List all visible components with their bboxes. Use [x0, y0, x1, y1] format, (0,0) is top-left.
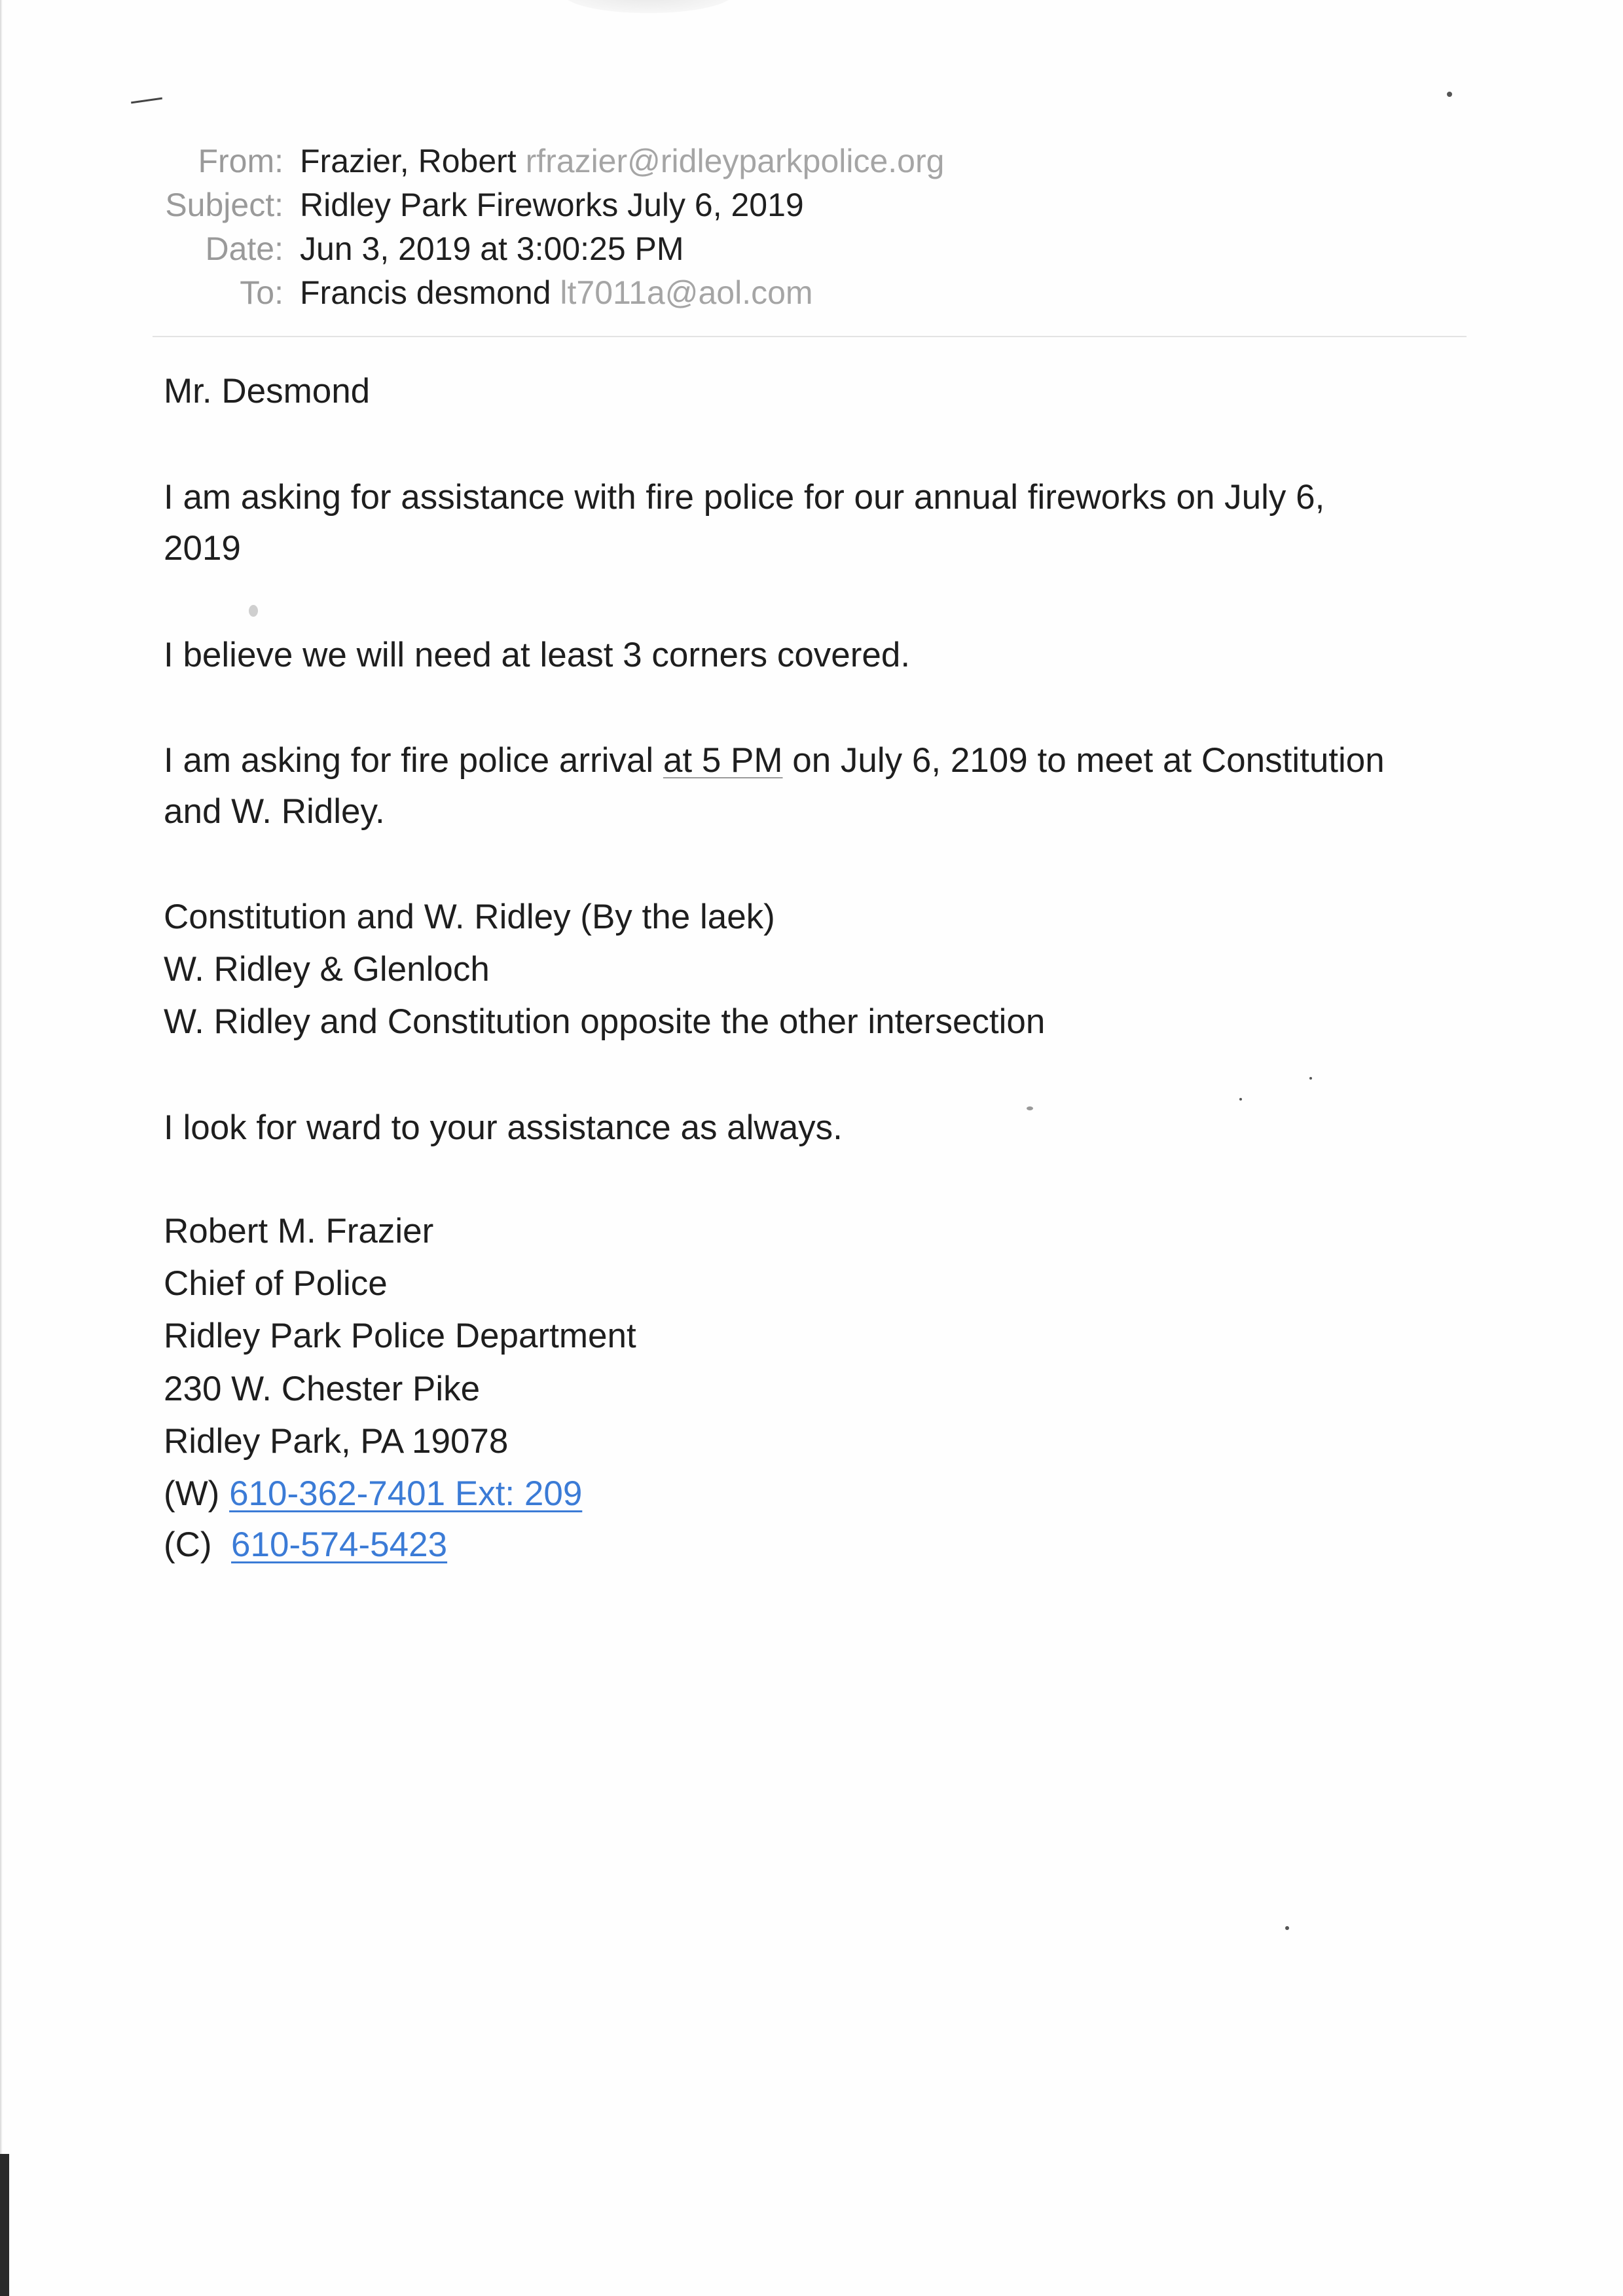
signature-work-phone-row — [164, 1471, 582, 1517]
from-email[interactable]: rfrazier@ridleyparkpolice.org — [525, 143, 945, 179]
header-from-row — [0, 140, 1623, 182]
scan-speck — [1447, 92, 1452, 97]
paragraph-arrival-line-1 — [164, 738, 1385, 784]
date-value: Jun 3, 2019 at 3:00:25 PM — [300, 230, 684, 267]
greeting: Mr. Desmond — [164, 372, 371, 410]
scan-speck — [1285, 1926, 1289, 1930]
subject-value: Ridley Park Fireworks July 6, 2019 — [300, 187, 804, 223]
work-phone-link[interactable]: 610-362-7401 Ext: 209 — [229, 1474, 583, 1513]
paragraph-corners-needed: I believe we will need at least 3 corners covered. — [164, 636, 911, 674]
closing-line: I look for ward to your assistance as always. — [164, 1108, 843, 1147]
signature-title: Chief of Police — [164, 1264, 388, 1303]
corner-item: W. Ridley and Constitution opposite the other intersection — [164, 1002, 1046, 1041]
to-label: To: — [240, 274, 283, 311]
arrival-time: at 5 PM — [663, 741, 783, 780]
scan-pen-mark — [131, 98, 162, 104]
signature-cell-phone-row — [164, 1522, 447, 1568]
signature-name: Robert M. Frazier — [164, 1212, 434, 1250]
scan-smudge — [563, 0, 733, 13]
to-email[interactable]: lt7011a@aol.com — [560, 274, 813, 311]
from-name: Frazier, Robert — [300, 143, 517, 179]
signature-street: 230 W. Chester Pike — [164, 1370, 481, 1408]
scan-speck — [1309, 1077, 1312, 1080]
corner-item: W. Ridley & Glenloch — [164, 950, 490, 989]
to-value — [300, 272, 813, 314]
from-value — [300, 140, 944, 182]
corner-item: Constitution and W. Ridley (By the laek) — [164, 898, 775, 936]
header-divider — [153, 336, 1467, 337]
paragraph-request-line-2: 2019 — [164, 529, 241, 568]
header-date-row — [0, 228, 1623, 270]
scan-speck — [1027, 1106, 1033, 1110]
scan-edge-dark-strip — [0, 2154, 9, 2296]
date-label: Date: — [205, 230, 283, 267]
subject-label: Subject: — [165, 187, 283, 223]
arrival-text-post: on July 6, 2109 to meet at Constitution — [782, 741, 1385, 780]
scan-speck — [1239, 1098, 1242, 1101]
header-subject-row — [0, 184, 1623, 226]
to-name: Francis desmond — [300, 274, 551, 311]
scan-speck — [249, 605, 258, 617]
from-label: From: — [198, 143, 283, 179]
header-to-row — [0, 272, 1623, 314]
cell-phone-label: (C) — [164, 1525, 212, 1564]
arrival-text-pre: I am asking for fire police arrival — [164, 741, 663, 780]
cell-phone-link[interactable]: 610-574-5423 — [231, 1525, 448, 1564]
signature-department: Ridley Park Police Department — [164, 1317, 636, 1355]
scan-edge-shadow — [0, 0, 3, 2296]
paragraph-request-line-1: I am asking for assistance with fire police for our annual fireworks on July 6, — [164, 478, 1325, 517]
work-phone-label: (W) — [164, 1474, 220, 1513]
paragraph-arrival-line-2: and W. Ridley. — [164, 792, 385, 831]
signature-city: Ridley Park, PA 19078 — [164, 1422, 509, 1461]
